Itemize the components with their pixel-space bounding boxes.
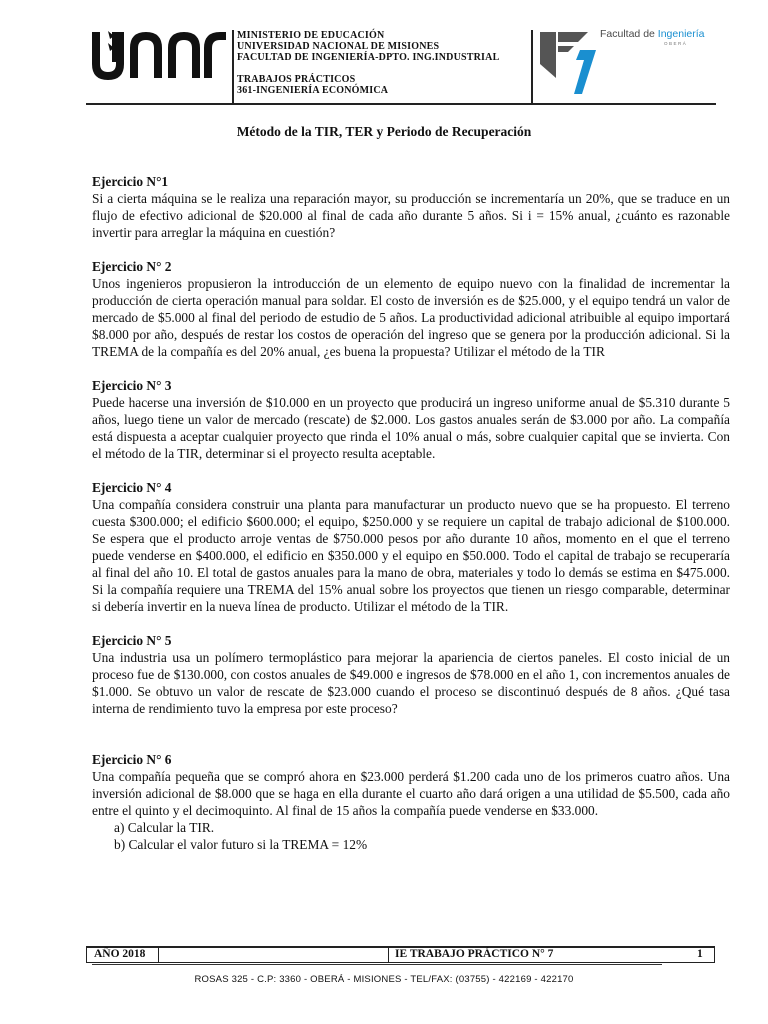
exercise-1	[92, 173, 730, 241]
faculty-subtitle: OBERÁ	[664, 41, 688, 46]
footer-cell-border	[388, 946, 389, 963]
faculty-name	[600, 28, 705, 40]
header-line-university: UNIVERSIDAD NACIONAL DE MISIONES	[237, 41, 440, 52]
exercise-4	[92, 479, 730, 615]
exercise-heading: Ejercicio N° 3	[92, 378, 172, 393]
exercise-heading: Ejercicio N°1	[92, 174, 169, 189]
exercise-list	[92, 173, 730, 853]
exercise-body: Una industria usa un polímero termoplástico para mejorar la apariencia de ciertos paneles. El costo inicial de un proceso fue de $130.000, con costos anuales de $49.000 e ingresos de $78.000 en el año 1, con incrementos anuales de $1.000. Se obtuvo un valor de rescate de $23.000 cuando el proceso se discontinuó después de 8 años. ¿Qué tasa interna de rendimiento tuvo la empresa por este proceso?	[92, 650, 730, 716]
unam-logo-graphic	[86, 28, 228, 82]
footer-cell-border	[714, 946, 715, 963]
exercise-heading: Ejercicio N° 2	[92, 259, 172, 274]
header-rule	[86, 103, 716, 105]
exercise-6	[92, 751, 730, 853]
footer-cell-border	[158, 946, 159, 963]
exercise-heading: Ejercicio N° 4	[92, 480, 172, 495]
exercise-body: Si a cierta máquina se le realiza una reparación mayor, su producción se incrementaría un 20%, que se traduce en un flujo de efectivo adicional de $20.000 al final de cada año durante 5 años. Si i = 15% anual, ¿cuánto es razonable invertir para arreglar la máquina en cuestión?	[92, 191, 730, 240]
exercise-item-a: a) Calcular la TIR.	[114, 820, 215, 835]
footer-address: ROSAS 325 - C.P: 3360 - OBERÁ - MISIONES - TEL/FAX: (03755) - 422169 - 422170	[194, 974, 574, 985]
exercise-body: Unos ingenieros propusieron la introducción de un elemento de equipo nuevo con la finalidad de incrementar la producción de cierta operación manual para soldar. El costo de inversión es de $25.000, y el equipo tendrá un valor de mercado de $5.000 al final del periodo de estudio de 5 años. La productividad adicional atribuible al equipo importará $8.000 por año, después de restar los costos de operación del ingreso que se genera por la producción adicional. Si la TREMA de la compañía es del 20% anual, ¿es buena la propuesta? Utilizar el método de la TIR	[92, 276, 730, 359]
exercise-body: Una compañía considera construir una planta para manufacturar un producto nuevo que se ha propuesto. El terreno cuesta $300.000; el edificio $600.000; el equipo, $250.000 y se requiere un capital de trabajo adicional de $100.000. Se espera que el producto arroje ventas de $750.000 pesos por año durante 10 años, momento en el que el terreno puede venderse en $400.000, el edificio en $350.000 y el equipo en $50.000. Todo el capital de trabajo se recuperaría al final del año 10. El total de gastos anuales para la mano de obra, materiales y todo lo demás se estima en $475.000. Si la compañía requiere una TREMA del 15% anual sobre los proyectos que tienen un riesgo comparable, determinar si debería invertir en la nueva línea de producto. Utilizar el método de la TIR.	[92, 497, 730, 614]
unam-logo	[86, 28, 228, 82]
page-title: Método de la TIR, TER y Periodo de Recuperación	[236, 124, 532, 139]
faculty-name-highlight: Ingeniería	[657, 28, 705, 40]
header-separator-left	[232, 30, 234, 104]
exercise-2	[92, 258, 730, 360]
header-line-course: 361-INGENIERÍA ECONÓMICA	[237, 85, 389, 96]
exercise-5	[92, 632, 730, 717]
footer-practice: IE TRABAJO PRÁCTICO N° 7	[395, 948, 554, 960]
header-line-ministry: MINISTERIO DE EDUCACIÓN	[237, 30, 385, 41]
exercise-heading: Ejercicio N° 5	[92, 633, 172, 648]
footer-underline	[92, 964, 662, 965]
exercise-body: Una compañía pequeña que se compró ahora en $23.000 perderá $1.200 cada uno de los primeros cuatro años. Una inversión adicional de $8.000 que se haga en ella durante el cuarto año dará origen a una utilidad de $5.500, cada año entre el quinto y el decimoquinto. Al final de 15 años la compañía puede venderse en $33.000.	[92, 769, 730, 818]
header-line-faculty: FACULTAD DE INGENIERÍA-DPTO. ING.INDUSTRIAL	[237, 52, 500, 63]
exercise-3	[92, 377, 730, 462]
footer-year: AÑO 2018	[94, 948, 146, 960]
header-line-practicals: TRABAJOS PRÁCTICOS	[237, 74, 356, 85]
footer-page-number: 1	[697, 948, 703, 960]
footer-cell-border	[86, 946, 87, 963]
exercise-heading: Ejercicio N° 6	[92, 752, 172, 767]
exercise-item-b: b) Calcular el valor futuro si la TREMA = 12%	[114, 837, 368, 852]
faculty-name-prefix: Facultad de	[600, 28, 655, 40]
header-institution-block	[237, 30, 499, 96]
exercise-body: Puede hacerse una inversión de $10.000 en un proyecto que producirá un ingreso uniforme anual de $5.310 durante 5 años, luego tiene un valor de mercado (rescate) de $2.000. Los gastos anuales serán de $3.000 por año. La compañía está dispuesta a aceptar cualquier proyecto que rinda el 10% anual o más, sobre cualquier capital que se invierta. Con el método de la TIR, determinar si el proyecto resulta aceptable.	[92, 395, 730, 461]
footer-rule-bottom	[86, 962, 714, 963]
header-separator-right	[531, 30, 533, 104]
